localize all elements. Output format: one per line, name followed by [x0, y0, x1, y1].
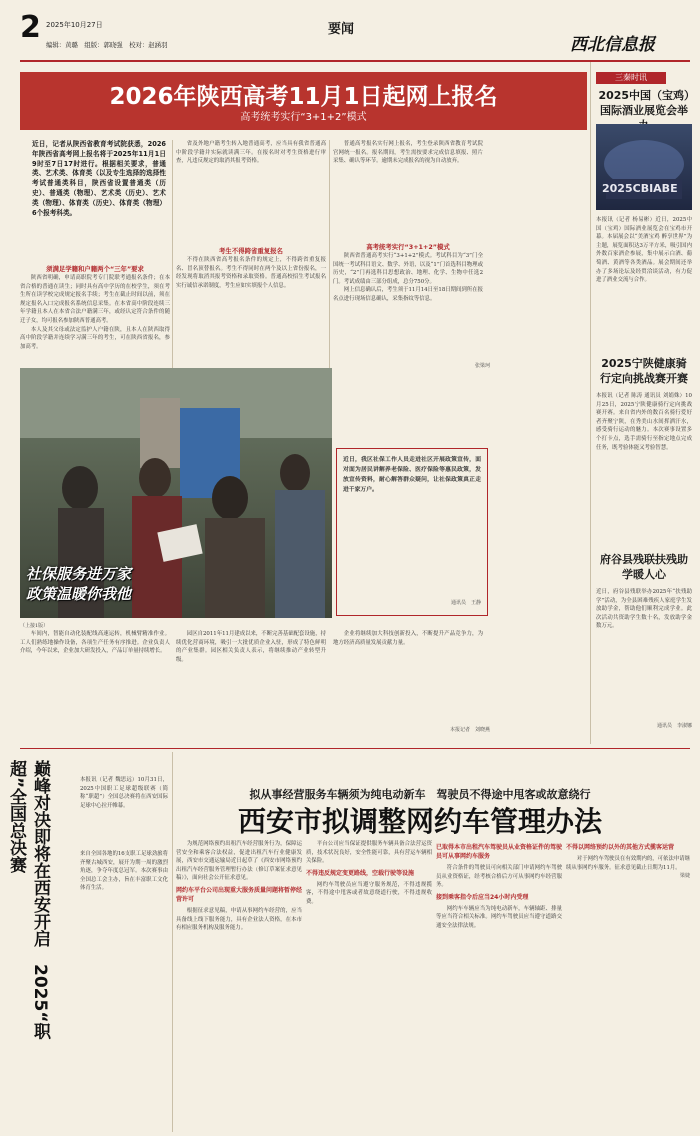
photo-story: 近日，我区社保工作人员走进社区开展政策宣传，面对面为居民讲解养老保险、医疗保险等惠民政策，发放宣传资料，耐心解答群众疑问，让社保政策真正走进千家万户。 — [343, 457, 481, 493]
lead-subtitle: 高考统考实行“3+1+2”模式 — [240, 112, 367, 123]
photo-credit: 通讯员 王静 — [450, 600, 481, 606]
paper-name: 西北信息报 — [570, 35, 655, 55]
disability-credit: 通讯员 李淑娜 — [656, 723, 692, 729]
bottom-kicker: 拟从事经营服务车辆须为纯电动新车 驾驶员不得途中甩客或故意绕行 — [249, 788, 591, 801]
continuation-marker: （上接1版） — [20, 623, 49, 629]
bottom-col3-text: 符合条件的驾驶员可向相关部门申请网约车驾驶员从业资格证，经考核合格后方可从事网约车经营服务。 — [436, 865, 562, 889]
expo-headline: 2025中国（宝鸡）国际酒业展览会举 — [598, 89, 690, 117]
bottom-col2b-text: 网约车驾驶员应当遵守服务规范，不得违规揽客，不得途中甩客或者故意绕道行驶，不得违规收费。 — [306, 881, 432, 905]
photo-caption: 社保服务进万家 政策温暖你我他 — [26, 565, 132, 603]
lower-col3 — [333, 630, 483, 720]
lead-title-block — [20, 72, 587, 130]
bottom-rule — [20, 748, 690, 749]
expo-poster-text: 2025CBIABE — [602, 182, 678, 195]
cycling-body: 本报讯（记者 陈涛 通讯员 刘娟姝）10月25日，2025宁陕健康骑行定向挑战赛开赛。来自省内外的数百名骑行爱好者齐聚宁陕，在秀美山水间挥洒汗水，感受骑行运动的魅力。本次赛事设置多个打卡点，选手需骑行至指定地点完成任务，既考验体能又考验智慧。 — [596, 393, 692, 451]
subhead-route: 不得违反规定变更路线，空载行驶等设施 — [306, 869, 415, 877]
lead-intro: 近日，记者从陕西省教育考试院获悉，2026年陕西省高考网上报名将于2025年11月1日9时至7日17时进行。根据相关要求，普通类、艺术类、体育类（以及专生选择的选择性考试普通类科目，陕西省设置普通类（历史）、普通类（物理）、艺术类（历史）、艺术类（物理）、体育类（历史）、体育类（物理）6个报考科类。 — [32, 140, 166, 217]
page-number: 2 — [20, 10, 41, 45]
cycling-headline: 2025宁陕健康骑行定向挑战赛开赛 — [600, 357, 688, 385]
divider — [329, 140, 330, 370]
lead-col3c-text: 网上信息确认后，考生须于11月14日至18日期间到所在报名点进行现场信息确认，采集指纹等信息。 — [333, 287, 483, 302]
bottom-col3 — [436, 840, 562, 1130]
lead-col1b-text: 本人及其父母或法定监护人户籍在陕，且本人在陕西取得高中阶段学籍并连续学习满三年的考生，可在陕西省报名，参加高考。 — [20, 326, 170, 350]
photo-story-box — [336, 448, 488, 616]
bottom-col1b-text: 根据征求意见稿，申请从事网约车经营的，应当具备线上线下服务能力，具有企业法人资格，在本市有相应服务机构及服务能力。 — [176, 907, 302, 932]
lead-col3b-text: 陕西省普通高考实行“3+1+2”模式。考试科目为“3”门全国统一考试科目语文、数学、外语，以及“1”门首选科目物理或历史，“2”门再选科目思想政治、地理、化学、生物中任选2门。考试成绩由三部分组成，总分750分。 — [333, 253, 483, 285]
subhead-license: 已取得本市出租汽车驾驶员从业资格证件的驾驶员可从事网约车服务 — [436, 844, 562, 860]
expo-body: 本报讯（记者 杨易彬）近日，2025中国（宝鸡）国际酒业展览会在宝鸡市开幕。本届展会以“美酒宝鸡 醉享世界”为主题，展览面积达3万平方米，吸引国内外数百家酒企参展，集中展示白酒、葡萄酒、黄酒等各类酒品。展会期间还举办了多场论坛及经贸洽谈活动，有力促进了酒业交流与合作。 — [596, 217, 692, 284]
bottom-col4 — [566, 840, 690, 1130]
sidebar-body: 来自全国各地的16支职工足球劲旅将齐聚古城西安，展开为期一周的激烈角逐，争夺年度总冠军。本次赛事由全国总工会主办，旨在丰富职工文化体育生活。 — [80, 851, 168, 892]
lead-col2 — [176, 140, 326, 244]
lower-col3-text: 企业将继续加大科技创新投入，不断提升产品竞争力，为地方经济高质量发展贡献力量。 — [333, 631, 483, 646]
lead-col3 — [333, 140, 483, 240]
expo-poster — [596, 124, 692, 210]
subhead-duplicate: 考生不得跨省重复报名 — [219, 247, 283, 255]
lower-col2 — [176, 630, 326, 740]
subhead-platform: 网约车平台公司出现重大服务质量问题将暂停经营许可 — [176, 886, 302, 903]
subhead-solicit: 不得以网络预约以外的其他方式揽客运营 — [566, 844, 675, 851]
lower-col1 — [20, 630, 170, 740]
bottom-col3b-text: 网约车车辆应当为纯电动新车，车辆轴距、排量等应当符合相关标准。网约车驾驶员应当遵守道路交通安全法律法规。 — [436, 905, 562, 929]
lead-col3b — [333, 252, 483, 362]
lead-col2-text: 省及外地户籍考生转入地普通高考，应当具有我省普通高中阶段学籍并实际就读满三年。在报名时对考生资格进行审查，凡违反规定的取消其报考资格。 — [176, 141, 326, 165]
editor-credits: 编辑：黄璐 组版：郭晓强 校对：赵涵羽 — [46, 41, 168, 49]
divider — [172, 140, 173, 370]
lead-reporter: 张梁珂 — [474, 363, 490, 369]
lower-col2-text: 园区自2011年11月建成以来，不断完善基础配套设施，持续优化营商环境，吸引一大批优质企业入驻，形成了特色鲜明的产业集群。园区相关负责人表示，将继续推动产业转型升级。 — [176, 631, 326, 663]
disability-headline: 府谷县残联扶残助学暖人心 — [600, 553, 688, 581]
bottom-col2-text: 平台公司应当保证提供服务车辆具备合法营运资质，技术状况良好，安全性能可靠，具有营运车辆相关保险。 — [306, 841, 432, 865]
divider — [590, 62, 591, 744]
divider — [172, 752, 173, 1132]
lead-col2b — [176, 256, 326, 366]
sidebar-byline: 本报讯（记者 魏思远）10月31日，2025中国职工足球超级联赛（简称“职超”）全国总决赛将在西安国际足球中心拉开帷幕。 — [80, 777, 168, 809]
lower-credit: 本报记者 刘晓燕 — [449, 727, 490, 733]
news-column-tag: 三秦时讯 — [596, 72, 666, 84]
lead-col2b-text: 不得在陕西省高考报名条件的规定上，不得跨省重复报名、冒名顶替报名。考生不得同时在两个及以上省份报名，一经发现将取消其报考资格和录取资格。普通高校招生考试报名实行诚信承诺制度，考生应如实填报个人信息。 — [176, 257, 326, 289]
subhead-model: 高考统考实行“3+1+2”模式 — [366, 243, 450, 251]
bottom-col2 — [306, 840, 432, 1130]
subhead-response: 接到乘客指令后应当24小时内受理 — [436, 893, 529, 901]
lower-col1-text: 车间内，智能自动化装配线高速运转，机械臂精准作业。工人们熟练地操作设备，各项生产任务有序推进。企业负责人介绍，今年以来，企业加大研发投入，产品订单量持续增长。 — [20, 631, 170, 655]
bottom-title: 西安市拟调整网约车管理办法 — [237, 805, 602, 838]
sidebar-title: 巅峰对决即将在西安开启 2025“职超”全国总决赛 — [6, 760, 50, 1040]
bottom-col1-text: 为规范网络预约出租汽车经营服务行为，保障运营安全和乘客合法权益，促进出租汽车行业健康发展，西安市交通运输局近日起草了《西安市网络预约出租汽车经营服务管理暂行办法（修订草案征求意见稿）》，面向社会公开征求意见。 — [176, 841, 302, 882]
expo-poster-graphic — [596, 124, 692, 210]
section-label: 要闻 — [328, 22, 355, 37]
lead-col1-text: 陕西省明确，申请高职院考专门院联考通报名条件；在本省合格的普通在读生；同时具有高中学历的在校学生，须在考生所在读学校完成规定报名手续；考生在截止时间以前，须在规定报名入口完成报名系统信息采集。在本省高中阶段连续三年学籍且本人在本省合法户籍满三年，或经认定符合条件的随迁子女，均可报名参加陕西普通高考。 — [20, 275, 170, 324]
bottom-credit: 梁婕 — [679, 873, 690, 880]
bottom-col1 — [176, 840, 302, 1130]
masthead — [0, 0, 700, 62]
disability-body: 近日，府谷县残联举办2025年“扶残助学”活动，为全县困难残疾人家庭学生发放助学金，帮助他们顺利完成学业。此次活动共资助学生数十名，发放助学金数万元。 — [596, 589, 692, 630]
community-service-photo — [20, 368, 332, 618]
bottom-col4-text: 对于网约车驾驶员在有效期内的，可依法申请继续从事网约车服务。征求意见截止日期为11月。 — [566, 856, 690, 871]
lead-title: 2026年陕西高考11月1日起网上报名 — [109, 84, 498, 110]
subhead-residency: 须满足学籍和户籍两个“三年”要求 — [46, 265, 144, 273]
issue-date: 2025年10月27日 — [46, 21, 103, 29]
lead-col3-text: 普通高考报名实行网上报名，考生登录陕西省教育考试院官网统一报名。报名期间，考生需按要求完成信息填报、照片采集、确认等环节。逾期未完成报名的视为自动放弃。 — [333, 141, 483, 165]
